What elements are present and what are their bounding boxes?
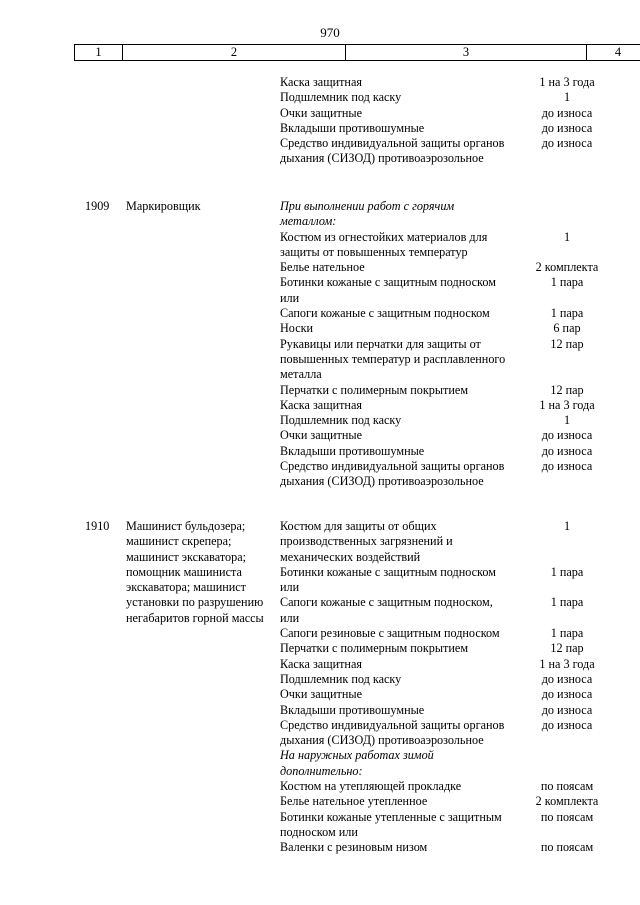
section-items [0, 199, 640, 490]
item-row [0, 321, 640, 336]
item-qty: до износа [541, 443, 593, 458]
item-qty: 12 пар [550, 382, 584, 397]
item-name: Средство индивидуальной защиты органов дыхания (СИЗОД) противоаэрозольное [280, 717, 505, 748]
item-qty: 1 пара [550, 275, 584, 290]
header-col-1: 1 [95, 45, 102, 59]
page-number: 970 [320, 25, 340, 40]
item-row [0, 136, 640, 167]
item-row [0, 121, 640, 136]
item-qty: 6 пар [553, 321, 581, 336]
item-row [0, 595, 640, 626]
item-name: Подшлемник под каску [280, 671, 402, 686]
item-qty: 1 на 3 года [539, 397, 595, 412]
item-name: Ботинки кожаные с защитным подноском или [280, 275, 496, 305]
item-name: Подшлемник под каску [280, 413, 402, 428]
item-name: Сапоги резиновые с защитным подноском [280, 626, 500, 641]
item-name: Средство индивидуальной защиты органов дыхания (СИЗОД) противоаэрозольное [280, 136, 505, 166]
item-qty: 12 пар [550, 641, 584, 656]
header-col-3: 3 [462, 45, 470, 59]
item-qty: 12 пар [550, 336, 584, 351]
item-row [0, 657, 640, 672]
profession-code: 1910 [85, 519, 110, 533]
item-row [0, 199, 640, 230]
item-qty: до износа [541, 717, 593, 732]
item-name: Очки защитные [280, 105, 362, 120]
item-row [0, 230, 640, 261]
item-qty: 2 комплекта [535, 794, 599, 809]
item-row [0, 840, 640, 855]
item-qty: 1 [563, 413, 571, 428]
item-row [0, 794, 640, 809]
item-qty: 1 пара [550, 564, 584, 579]
item-row [0, 75, 640, 90]
item-qty: до износа [541, 687, 593, 702]
item-row [0, 260, 640, 275]
item-name: Костюм на утепляющей прокладке [280, 779, 462, 794]
section-items [0, 519, 640, 856]
item-row [0, 718, 640, 749]
item-name: Перчатки с полимерным покрытием [280, 641, 469, 656]
item-row [0, 398, 640, 413]
item-qty: до износа [541, 105, 593, 120]
item-qty: до износа [541, 120, 593, 135]
item-qty: до износа [541, 702, 593, 717]
profession-name: Машинист бульдозера; машинист скрепера; машинист экскаватора; помощник машиниста экскаватора; машинист установки по разрушению негабаритов горной массы [126, 519, 264, 625]
item-name: Ботинки кожаные с защитным подноском или [280, 564, 496, 595]
item-row [0, 687, 640, 702]
item-row [0, 413, 640, 428]
item-qty: 1 пара [550, 306, 584, 321]
item-qty: 1 [563, 90, 571, 105]
item-name: Костюм для защиты от общих производственных загрязнений и механических воздействий [280, 519, 453, 564]
item-qty: по поясам [540, 840, 594, 855]
item-qty: по поясам [540, 809, 594, 824]
item-qty: 1 на 3 года [539, 656, 595, 671]
header-col-4: 4 [614, 45, 622, 59]
item-row [0, 703, 640, 718]
item-row [0, 383, 640, 398]
item-name: Носки [280, 321, 314, 336]
item-row [0, 90, 640, 105]
item-qty: 1 пара [550, 595, 584, 610]
item-row [0, 519, 640, 565]
item-name: Вкладыши противошумные [280, 443, 425, 458]
item-name: Каска защитная [280, 75, 362, 89]
item-row [0, 748, 640, 779]
item-qty [512, 199, 622, 230]
item-qty: до износа [541, 459, 593, 474]
table-header [74, 44, 640, 61]
item-qty [512, 748, 622, 779]
item-name: Вкладыши противошумные [280, 120, 425, 135]
item-name: Белье нательное утепленное [280, 794, 428, 809]
item-qty: до износа [541, 671, 593, 686]
item-row [0, 459, 640, 490]
item-qty: до износа [541, 428, 593, 443]
item-name: Сапоги кожаные с защитным подноском, или [280, 595, 493, 625]
item-name: Средство индивидуальной защиты органов дыхания (СИЗОД) противоаэрозольное [280, 459, 505, 489]
item-row [0, 306, 640, 321]
profession-name: Маркировщик [126, 199, 201, 213]
item-row [0, 779, 640, 794]
item-qty: 1 на 3 года [539, 75, 595, 89]
condition-note: На наружных работах зимой дополнительно: [280, 748, 434, 778]
item-row [0, 641, 640, 656]
item-name: Ботинки кожаные утепленные с защитным подноском или [280, 809, 502, 839]
item-name: Очки защитные [280, 687, 362, 702]
item-name: Рукавицы или перчатки для защиты от повышенных температур и расплавленного металла [280, 336, 506, 382]
item-name: Перчатки с полимерным покрытием [280, 382, 469, 397]
item-name: Подшлемник под каску [280, 90, 402, 105]
item-name: Каска защитная [280, 397, 362, 412]
item-qty: по поясам [540, 779, 594, 794]
item-row [0, 106, 640, 121]
item-name: Валенки с резиновым низом [280, 840, 428, 855]
item-qty: до износа [541, 136, 593, 151]
item-qty: 2 комплекта [535, 260, 599, 275]
item-name: Костюм из огнестойких материалов для защиты от повышенных температур [280, 229, 488, 259]
item-row [0, 672, 640, 687]
item-row [0, 810, 640, 841]
condition-note: При выполнении работ с горячим металлом: [280, 199, 455, 229]
item-name: Очки защитные [280, 428, 362, 443]
item-qty: 1 пара [550, 626, 584, 641]
item-name: Вкладыши противошумные [280, 702, 425, 717]
item-row [0, 444, 640, 459]
item-row [0, 565, 640, 596]
item-name: Сапоги кожаные с защитным подноском [280, 306, 490, 321]
item-qty: 1 [563, 519, 571, 533]
item-row [0, 275, 640, 306]
item-row [0, 428, 640, 443]
item-name: Белье нательное [280, 260, 365, 275]
item-name: Каска защитная [280, 656, 362, 671]
header-col-2: 2 [230, 45, 238, 59]
profession-code: 1909 [85, 199, 110, 213]
item-qty: 1 [563, 229, 571, 244]
section-continuation [0, 75, 640, 167]
item-row [0, 626, 640, 641]
item-row [0, 337, 640, 383]
